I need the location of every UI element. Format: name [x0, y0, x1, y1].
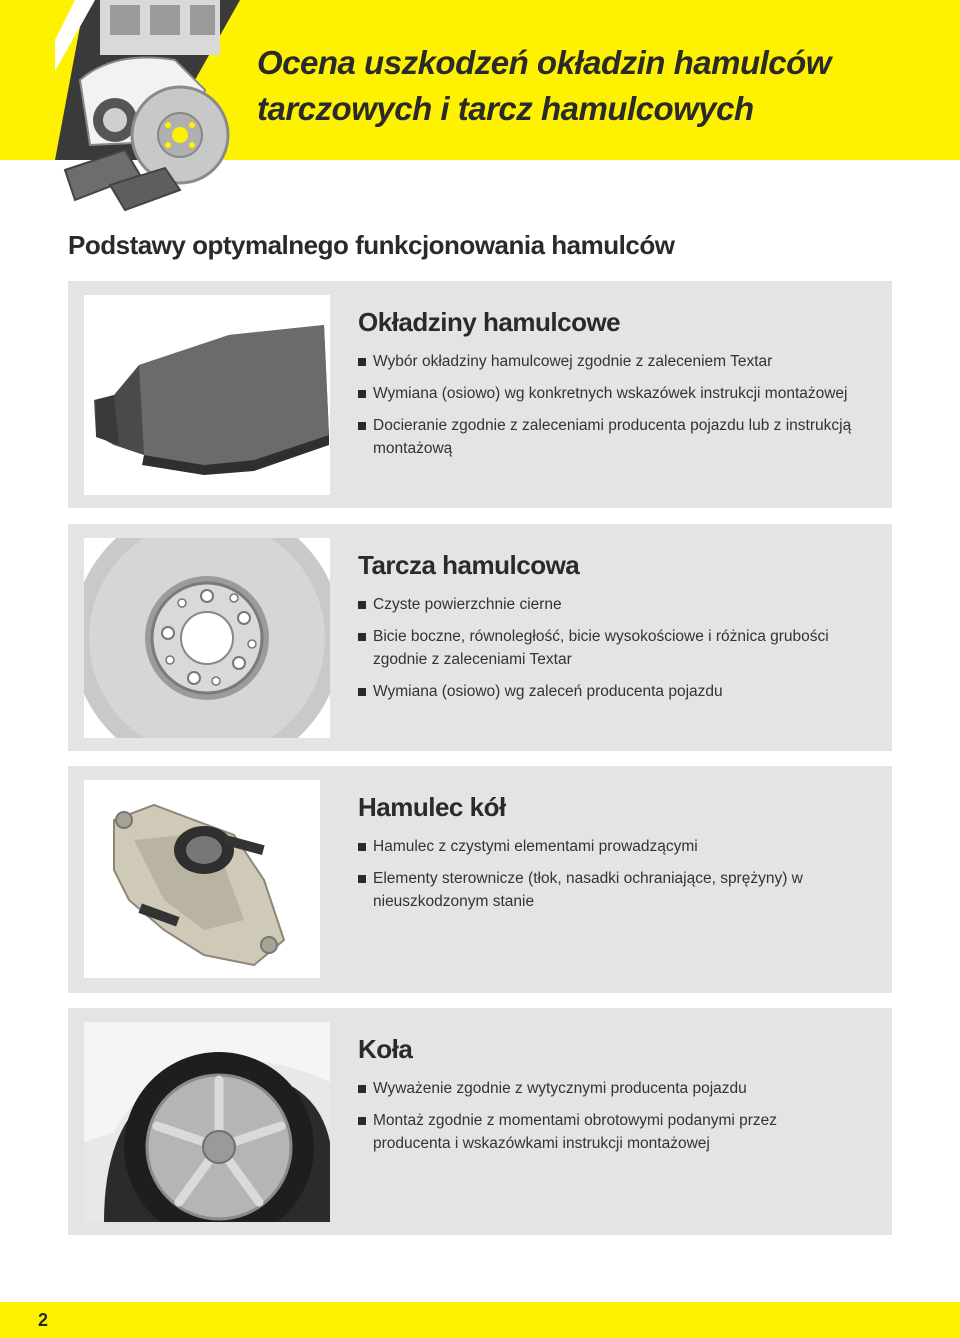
page-number: 2 [38, 1310, 49, 1330]
bullet-list [358, 1077, 858, 1155]
list-item: Montaż zgodnie z momentami obrotowymi podanymi przez producenta i wskazówkami instrukcji montażowej [358, 1109, 858, 1155]
square-bullet-icon [358, 843, 366, 851]
list-item: Wymiana (osiowo) wg zaleceń producenta pojazdu [358, 680, 858, 703]
card-brake-disc [68, 524, 892, 751]
card-brake-pads [68, 281, 892, 508]
card-title: Koła [358, 1034, 413, 1064]
bullet-list [358, 350, 858, 460]
list-item: Elementy sterownicze (tłok, nasadki ochraniające, sprężyny) w nieuszkodzonym stanie [358, 867, 858, 913]
list-item: Czyste powierzchnie cierne [358, 593, 858, 616]
card-title: Okładziny hamulcowe [358, 307, 621, 337]
page-title [257, 40, 831, 132]
square-bullet-icon [358, 601, 366, 609]
bullet-list [358, 835, 858, 913]
card-brake-caliper-content [358, 792, 858, 922]
header-illustration [55, 0, 265, 215]
list-item: Docieranie zgodnie z zaleceniami producenta pojazdu lub z instrukcją montażową [358, 414, 858, 460]
page-title-line1: Ocena uszkodzeń okładzin hamulców [257, 44, 831, 81]
list-item: Bicie boczne, równoległość, bicie wysokościowe i różnica grubości zgodnie z zaleceniami Textar [358, 625, 858, 671]
page-title-line2: tarczowych i tarcz hamulcowych [257, 90, 754, 127]
bullet-list [358, 593, 858, 703]
square-bullet-icon [358, 875, 366, 883]
square-bullet-icon [358, 633, 366, 641]
card-wheels-content [358, 1034, 858, 1164]
brake-disc-photo [84, 538, 330, 738]
brake-pad-photo [84, 295, 330, 495]
card-wheels [68, 1008, 892, 1235]
card-brake-caliper [68, 766, 892, 993]
list-item: Wybór okładziny hamulcowej zgodnie z zaleceniem Textar [358, 350, 858, 373]
card-brake-disc-content [358, 550, 858, 712]
square-bullet-icon [358, 422, 366, 430]
card-title: Hamulec kół [358, 792, 506, 822]
square-bullet-icon [358, 1117, 366, 1125]
list-item: Wyważenie zgodnie z wytycznymi producenta pojazdu [358, 1077, 858, 1100]
square-bullet-icon [358, 390, 366, 398]
card-brake-pads-content [358, 307, 858, 469]
wheel-photo [84, 1022, 330, 1222]
square-bullet-icon [358, 1085, 366, 1093]
brake-caliper-photo [84, 780, 320, 978]
footer-band [0, 1302, 960, 1338]
card-title: Tarcza hamulcowa [358, 550, 580, 580]
square-bullet-icon [358, 358, 366, 366]
section-title: Podstawy optymalnego funkcjonowania hamulców [68, 230, 675, 260]
square-bullet-icon [358, 688, 366, 696]
list-item: Wymiana (osiowo) wg konkretnych wskazówek instrukcji montażowej [358, 382, 858, 405]
list-item: Hamulec z czystymi elementami prowadzącymi [358, 835, 858, 858]
